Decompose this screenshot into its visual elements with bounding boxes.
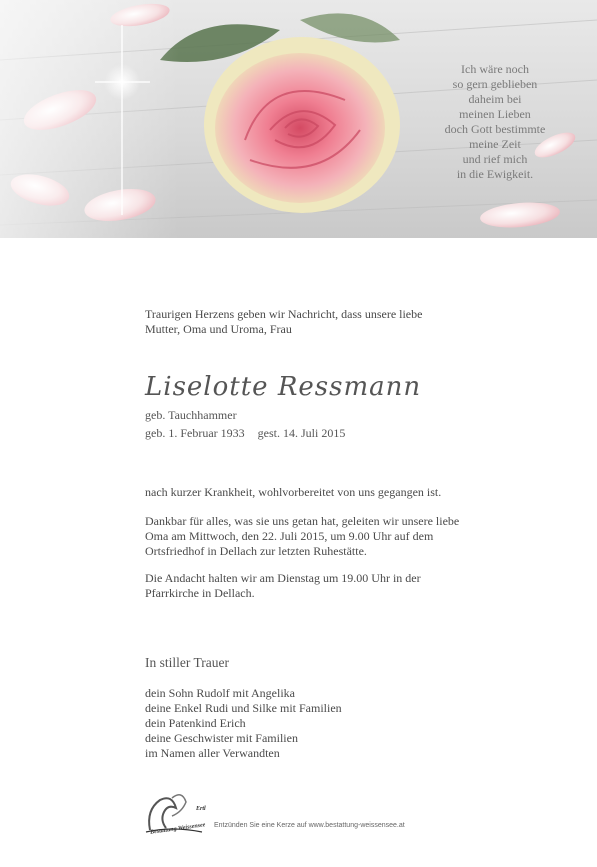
poem-line: in die Ewigkeit.	[456, 167, 534, 181]
mourner-item: im Namen aller Verwandten	[145, 746, 280, 760]
death-date: gest. 14. Juli 2015	[257, 426, 346, 440]
paragraph-service	[145, 571, 505, 601]
paragraph-passing	[145, 485, 505, 500]
poem-line: meinen Lieben	[459, 107, 531, 121]
header-rose-image	[0, 0, 597, 238]
paragraph-line: nach kurzer Krankheit, wohlvorbereitet von uns gegangen ist.	[145, 485, 442, 499]
birth-date: geb. 1. Februar 1933	[145, 426, 245, 440]
intro-line: Mutter, Oma und Uroma, Frau	[145, 322, 292, 336]
poem-line: doch Gott bestimmte	[444, 122, 546, 136]
paragraph-line: Ortsfriedhof in Dellach zur letzten Ruhestätte.	[145, 544, 367, 558]
intro-line: Traurigen Herzens geben wir Nachricht, dass unsere liebe	[145, 307, 423, 321]
paragraph-line: Pfarrkirche in Dellach.	[145, 586, 255, 600]
mourner-item: dein Patenkind Erich	[145, 716, 246, 730]
mourner-item: deine Enkel Rudi und Silke mit Familien	[145, 701, 342, 715]
candle-link-note: Entzünden Sie eine Kerze auf www.bestattung-weissensee.at	[214, 822, 405, 829]
mourner-item: deine Geschwister mit Familien	[145, 731, 298, 745]
poem-line: so gern geblieben	[452, 77, 538, 91]
intro-text	[145, 307, 505, 337]
logo-text-top: Ertl	[196, 806, 206, 812]
paragraph-line: Dankbar für alles, was sie uns getan hat, geleiten wir unsere liebe	[145, 514, 460, 528]
mourners-list	[145, 686, 342, 761]
deceased-name: Liselotte Ressmann	[145, 372, 422, 402]
life-dates	[145, 426, 345, 441]
logo-text-bottom: Bestattung Weissensee	[149, 822, 206, 836]
poem-line: daheim bei	[468, 92, 522, 106]
mourning-heading: In stiller Trauer	[145, 655, 229, 670]
poem-line: Ich wäre noch	[461, 62, 529, 76]
poem-verse	[400, 62, 590, 182]
poem-line: und rief mich	[462, 152, 528, 166]
birth-name: geb. Tauchhammer	[145, 408, 237, 422]
paragraph-funeral	[145, 514, 505, 559]
paragraph-line: Die Andacht halten wir am Dienstag um 19.00 Uhr in der	[145, 571, 421, 585]
paragraph-line: Oma am Mittwoch, den 22. Juli 2015, um 9.00 Uhr auf dem	[145, 529, 434, 543]
poem-line: meine Zeit	[469, 137, 521, 151]
mourner-item: dein Sohn Rudolf mit Angelika	[145, 686, 295, 700]
